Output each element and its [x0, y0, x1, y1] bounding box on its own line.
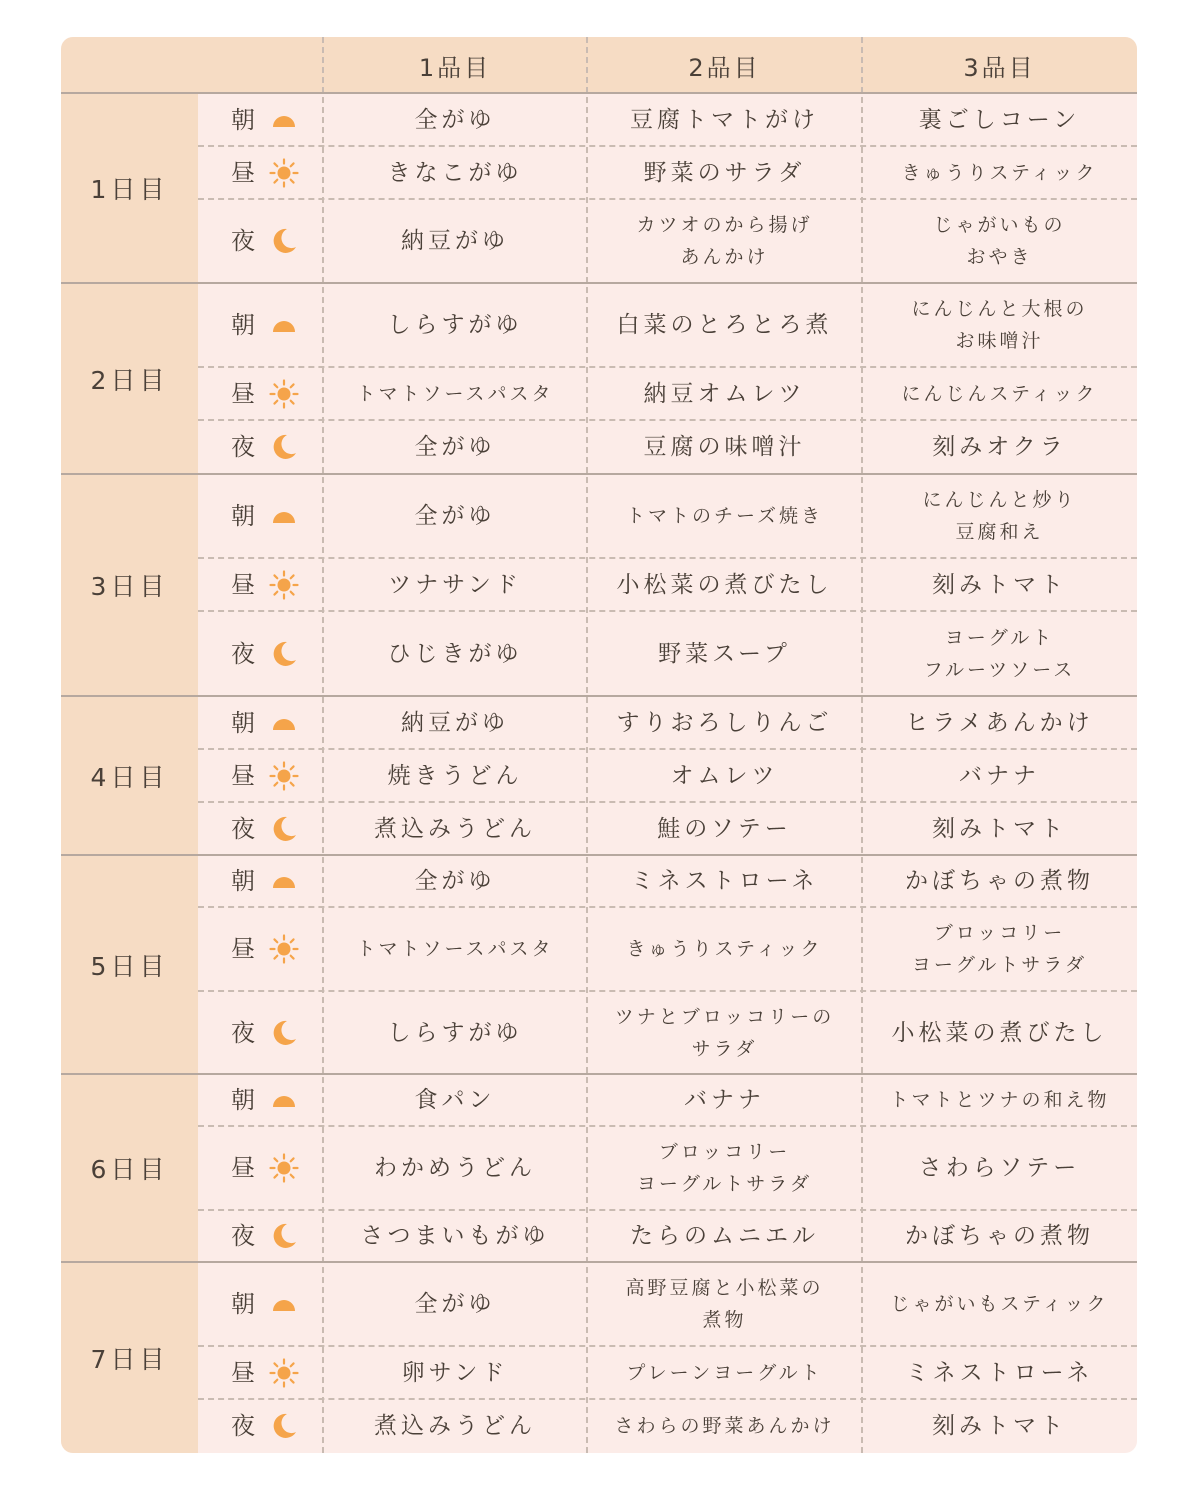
- sun-icon: [269, 379, 299, 409]
- dish-cell: 白菜のとろとろ煮: [616, 312, 833, 338]
- meal-label: 夜: [231, 1018, 255, 1047]
- day-label: 4日目: [90, 762, 169, 792]
- dish-cell: 卵サンド: [401, 1359, 509, 1386]
- sun-icon: [269, 1153, 299, 1183]
- dish-cell: ミネストローネ: [905, 1359, 1094, 1386]
- dish-cell: 鮭のソテー: [657, 815, 792, 842]
- dish-cell: バナナ: [959, 762, 1040, 789]
- dish-cell: カツオのから揚げ あんかけ: [636, 214, 813, 268]
- meal-label: 昼: [231, 1154, 255, 1182]
- sunrise-icon: [269, 708, 299, 738]
- dish-cell: じゃがいもの おやき: [933, 214, 1066, 268]
- sun-icon: [269, 1358, 299, 1388]
- dish-cell: 納豆がゆ: [401, 709, 509, 736]
- meal-label: 朝: [231, 311, 255, 339]
- meal-label: 昼: [231, 379, 255, 408]
- dish-cell: 刻みトマト: [932, 571, 1067, 598]
- dish-cell: かぼちゃの煮物: [905, 868, 1094, 894]
- dish-cell: 野菜スープ: [658, 640, 791, 667]
- dish-cell: にんじんと炒り 豆腐和え: [922, 489, 1077, 543]
- crescent-moon-icon: [269, 1018, 299, 1048]
- dish-cell: ヒラメあんかけ: [905, 709, 1094, 736]
- dish-cell: 焼きうどん: [387, 762, 523, 789]
- meal-plan-table: [61, 37, 1137, 1453]
- meal-label: 朝: [231, 867, 255, 895]
- day-label: 5日目: [90, 951, 169, 981]
- dish-cell: 刻みトマト: [932, 1413, 1067, 1439]
- meal-label: 昼: [231, 761, 255, 790]
- sun-icon: [269, 934, 299, 964]
- dish-cell: 納豆がゆ: [401, 228, 509, 254]
- dish-cell: ミネストローネ: [630, 868, 819, 894]
- sunrise-icon: [269, 1085, 299, 1115]
- dish-cell: バナナ: [684, 1087, 765, 1113]
- dish-cell: わかめうどん: [374, 1155, 536, 1181]
- dish-cell: 全がゆ: [414, 434, 496, 460]
- header-dish-3: 3品目: [963, 53, 1036, 82]
- day-label: 7日目: [90, 1344, 169, 1374]
- crescent-moon-icon: [269, 226, 299, 256]
- dish-cell: じゃがいもスティック: [890, 1293, 1109, 1315]
- dish-cell: 全がゆ: [414, 1291, 496, 1317]
- meal-label: 朝: [231, 105, 255, 134]
- meal-label: 夜: [231, 1412, 255, 1440]
- dish-cell: 煮込みうどん: [374, 1413, 536, 1439]
- meal-label: 昼: [231, 935, 255, 963]
- dish-cell: さわらソテー: [918, 1155, 1081, 1181]
- dish-cell: オムレツ: [670, 762, 779, 789]
- dish-cell: 全がゆ: [414, 106, 496, 133]
- meal-label: 昼: [231, 570, 255, 599]
- dish-cell: 豆腐の味噌汁: [643, 434, 806, 460]
- dish-cell: プレーンヨーグルト: [626, 1361, 823, 1384]
- sun-icon: [269, 761, 299, 791]
- dish-cell: すりおろしりんご: [616, 709, 833, 736]
- dish-cell: 高野豆腐と小松菜の 煮物: [625, 1277, 824, 1331]
- meal-label: 夜: [231, 227, 255, 255]
- dish-cell: さわらの野菜あんかけ: [614, 1415, 835, 1437]
- sun-icon: [269, 570, 299, 600]
- day-label: 1日目: [90, 175, 169, 204]
- dish-cell: たらのムニエル: [630, 1223, 819, 1249]
- crescent-moon-icon: [269, 639, 299, 669]
- sunrise-icon: [269, 105, 299, 135]
- meal-label: 昼: [231, 158, 255, 187]
- dish-cell: ツナとブロッコリーの サラダ: [614, 1005, 835, 1060]
- dish-cell: 野菜のサラダ: [643, 159, 806, 186]
- meal-label: 朝: [231, 708, 255, 737]
- day-label: 3日目: [90, 572, 169, 601]
- meal-label: 昼: [231, 1358, 255, 1387]
- dish-cell: ヨーグルト フルーツソース: [923, 626, 1076, 681]
- meal-label: 夜: [231, 433, 255, 461]
- dish-cell: ブロッコリー ヨーグルトサラダ: [911, 922, 1088, 976]
- dish-cell: トマトソースパスタ: [356, 382, 554, 405]
- crescent-moon-icon: [269, 432, 299, 462]
- dish-cell: かぼちゃの煮物: [905, 1223, 1094, 1249]
- dish-cell: きゅうりスティック: [626, 938, 823, 960]
- sun-icon: [269, 158, 299, 188]
- dish-cell: 全がゆ: [414, 868, 496, 894]
- dish-cell: ブロッコリー ヨーグルトサラダ: [636, 1141, 813, 1195]
- crescent-moon-icon: [269, 814, 299, 844]
- dish-cell: トマトソースパスタ: [356, 938, 554, 960]
- dish-cell: 食パン: [414, 1087, 496, 1113]
- dish-cell: 納豆オムレツ: [643, 380, 806, 407]
- header-dish-2: 2品目: [688, 53, 761, 82]
- dish-cell: きなこがゆ: [387, 159, 523, 186]
- meal-label: 朝: [231, 1086, 255, 1114]
- dish-cell: 刻みオクラ: [932, 434, 1067, 460]
- dish-cell: 小松菜の煮びたし: [616, 571, 833, 598]
- dish-cell: さつまいもがゆ: [360, 1223, 550, 1249]
- meal-label: 夜: [231, 639, 255, 668]
- dish-cell: トマトとツナの和え物: [889, 1089, 1110, 1111]
- header-dish-1: 1品目: [418, 53, 492, 82]
- dish-cell: きゅうりスティック: [901, 161, 1098, 184]
- dish-cell: にんじんと大根の お味噌汁: [911, 298, 1088, 352]
- dish-cell: しらすがゆ: [387, 312, 523, 338]
- meal-label: 夜: [231, 814, 255, 843]
- dish-cell: 全がゆ: [414, 503, 496, 529]
- dish-cell: ひじきがゆ: [387, 640, 523, 667]
- dish-cell: しらすがゆ: [387, 1019, 523, 1046]
- day-label: 6日目: [90, 1155, 169, 1184]
- dish-cell: 豆腐トマトがけ: [630, 106, 819, 133]
- meal-label: 朝: [231, 502, 255, 530]
- crescent-moon-icon: [269, 1221, 299, 1251]
- sunrise-icon: [269, 866, 299, 896]
- dish-cell: にんじんスティック: [901, 382, 1098, 405]
- sunrise-icon: [269, 501, 299, 531]
- dish-cell: 刻みトマト: [932, 815, 1067, 842]
- sunrise-icon: [269, 1289, 299, 1319]
- crescent-moon-icon: [269, 1411, 299, 1441]
- dish-cell: トマトのチーズ焼き: [625, 505, 824, 527]
- dish-cell: 小松菜の煮びたし: [891, 1019, 1108, 1046]
- dish-cell: 裏ごしコーン: [918, 106, 1081, 133]
- dish-cell: ツナサンド: [388, 571, 522, 598]
- dish-cell: 煮込みうどん: [374, 815, 536, 842]
- meal-label: 朝: [231, 1290, 255, 1318]
- meal-label: 夜: [231, 1222, 255, 1250]
- day-label: 2日目: [90, 365, 169, 395]
- sunrise-icon: [269, 310, 299, 340]
